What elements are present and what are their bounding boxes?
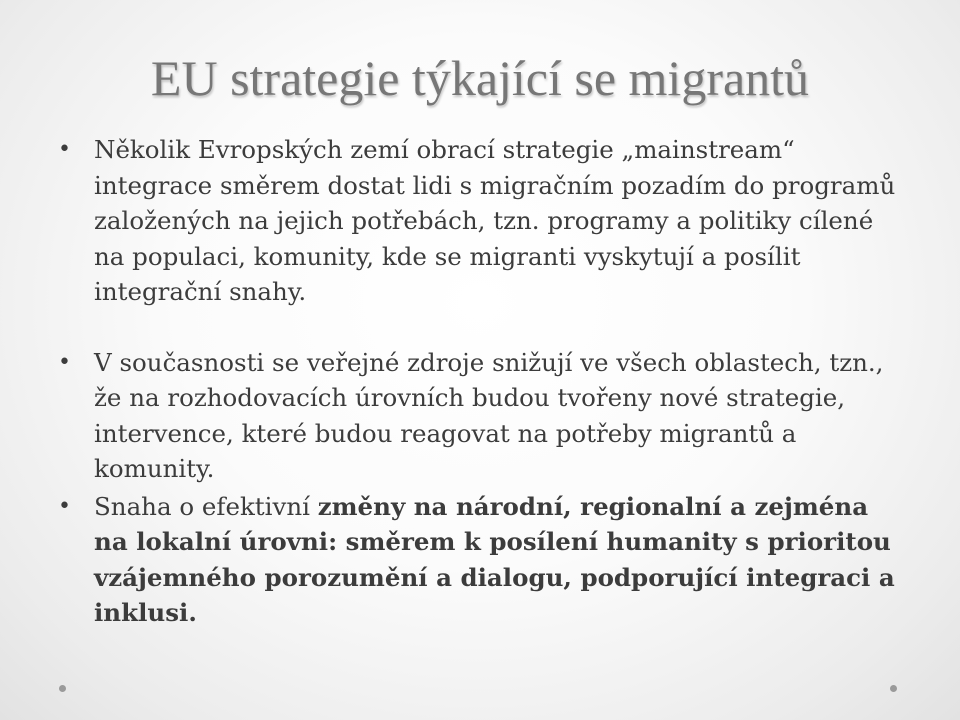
bullet-item-2 (56, 345, 906, 487)
bullet-text-1: Několik Evropských zemí obrací strategie „mainstream“ integrace směrem dostat lidi s migračním pozadím do programů založených na jejich potřebách, tzn. programy a politiky cílené na populaci, komunity, kde se migranti vyskytují a posílit integrační snahy. (94, 135, 896, 306)
bullet-text-3-normal: Snaha o efektivní (94, 491, 318, 521)
bullet-dot-icon: • (58, 349, 71, 375)
bullet-dot-icon: • (58, 493, 71, 519)
bullet-text-3-bold: změny na národní, regionalní a zejména na lokalní úrovni: směrem k posílení humanity s prioritou vzájemného porozumění a dialogu, podporující integraci a inklusi. (94, 491, 895, 627)
bullet-list (56, 132, 906, 631)
bullet-dot-icon: • (58, 137, 71, 162)
corner-dot-right-icon (890, 685, 897, 692)
bullet-item-3 (56, 489, 906, 631)
corner-dot-left-icon (59, 685, 66, 692)
bullet-item-1 (56, 132, 906, 310)
bullet-text-2: V současnosti se veřejné zdroje snižují ve všech oblastech, tzn., že na rozhodovacích úrovních budou tvořeny nové strategie, intervence, které budou reagovat na potřeby migrantů a komunity. (94, 347, 884, 483)
slide-title: EU strategie týkající se migrantů (150, 50, 810, 106)
